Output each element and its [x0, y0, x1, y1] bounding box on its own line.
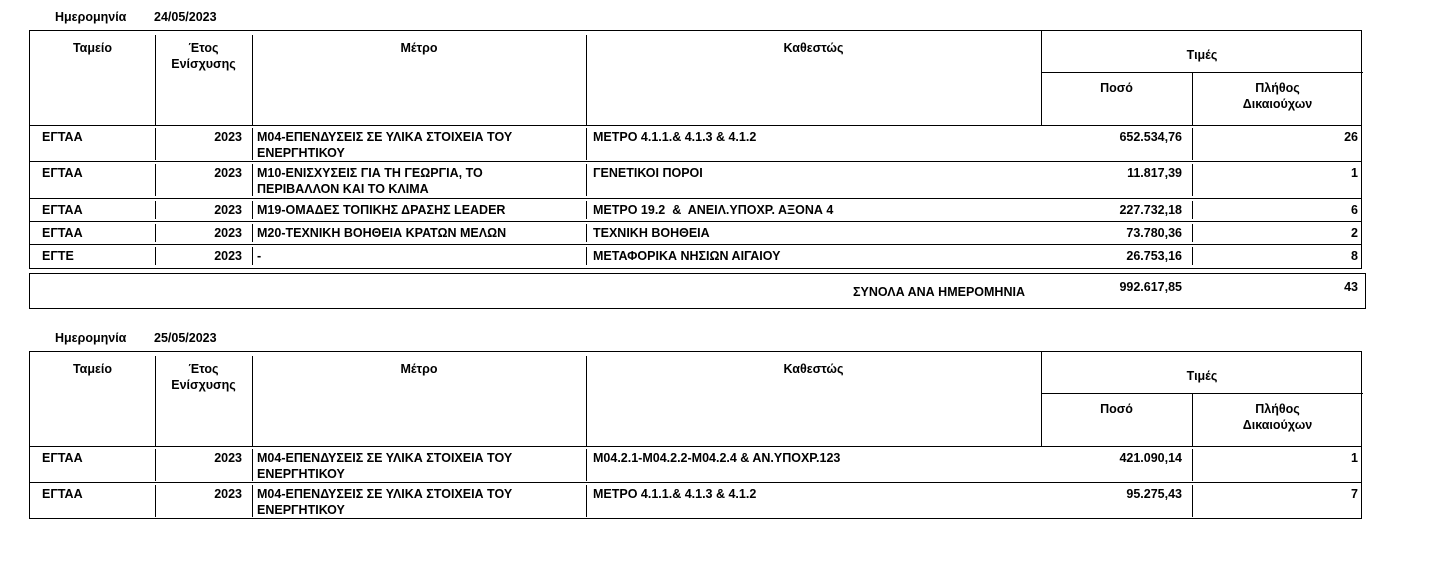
date-value: 24/05/2023 — [154, 10, 217, 24]
status-cell: ΜΕΤΡΟ 19.2 & ΑΝΕΙΛ.ΥΠΟΧΡ. ΑΞΟΝΑ 4 — [593, 203, 834, 217]
year-cell: 2023 — [214, 166, 242, 180]
status-cell: ΜΕΤΡΟ 4.1.1.& 4.1.3 & 4.1.2 — [593, 487, 757, 501]
count-cell: 1 — [1351, 166, 1358, 180]
payments-table-2 — [29, 351, 1362, 519]
status-cell: ΓΕΝΕΤΙΚΟΙ ΠΟΡΟΙ — [593, 166, 703, 180]
amount-cell: 11.817,39 — [1127, 166, 1182, 180]
status-cell: ΤΕΧΝΙΚΗ ΒΟΗΘΕΙΑ — [593, 226, 710, 240]
table-row — [30, 126, 1361, 162]
measure-cell: Μ20-ΤΕΧΝΙΚΗ ΒΟΗΘΕΙΑ ΚΡΑΤΩΝ ΜΕΛΩΝ — [257, 226, 507, 240]
count-cell: 26 — [1344, 130, 1358, 144]
table-row — [30, 162, 1361, 199]
fund-cell: ΕΓΤΕ — [42, 249, 74, 263]
measure-cell: Μ10-ΕΝΙΣΧΥΣΕΙΣ ΓΙΑ ΤΗ ΓΕΩΡΓΙΑ, ΤΟ ΠΕΡΙΒΑΛΛΟΝ ΚΑΙ ΤΟ ΚΛΙΜΑ — [257, 166, 483, 196]
fund-cell: ΕΓΤΑΑ — [42, 203, 83, 217]
header-count: Πλήθος Δικαιούχων — [1242, 81, 1313, 111]
status-cell: Μ04.2.1-Μ04.2.2-Μ04.2.4 & ΑΝ.ΥΠΟΧΡ.123 — [593, 451, 841, 465]
totals-amount: 992.617,85 — [1119, 280, 1182, 294]
year-cell: 2023 — [214, 226, 242, 240]
fund-cell: ΕΓΤΑΑ — [42, 226, 83, 240]
amount-cell: 73.780,36 — [1126, 226, 1182, 240]
fund-cell: ΕΓΤΑΑ — [42, 451, 83, 465]
amount-cell: 227.732,18 — [1119, 203, 1182, 217]
payments-table-1 — [29, 30, 1362, 269]
fund-cell: ΕΓΤΑΑ — [42, 130, 83, 144]
header-values: Τιμές — [1186, 48, 1218, 62]
header-year: Έτος Ενίσχυσης — [171, 362, 236, 392]
date-label: Ημερομηνία — [55, 10, 127, 24]
header-fund: Ταμείο — [72, 41, 113, 55]
date-value: 25/05/2023 — [154, 331, 217, 345]
status-cell: ΜΕΤΑΦΟΡΙΚΑ ΝΗΣΙΩΝ ΑΙΓΑΙΟΥ — [593, 249, 781, 263]
year-cell: 2023 — [214, 203, 242, 217]
amount-cell: 421.090,14 — [1119, 451, 1182, 465]
totals-row — [29, 273, 1366, 309]
fund-cell: ΕΓΤΑΑ — [42, 166, 83, 180]
date-label: Ημερομηνία — [55, 331, 127, 345]
header-measure: Μέτρο — [400, 362, 438, 376]
header-amount: Ποσό — [1100, 81, 1133, 95]
amount-cell: 652.534,76 — [1119, 130, 1182, 144]
count-cell: 2 — [1351, 226, 1358, 240]
table-header — [30, 31, 1361, 126]
header-measure: Μέτρο — [400, 41, 438, 55]
count-cell: 8 — [1351, 249, 1358, 263]
measure-cell: Μ19-ΟΜΑΔΕΣ ΤΟΠΙΚΗΣ ΔΡΑΣΗΣ LEADER — [257, 203, 506, 217]
totals-count: 43 — [1344, 280, 1358, 294]
count-cell: 6 — [1351, 203, 1358, 217]
header-year: Έτος Ενίσχυσης — [171, 41, 236, 71]
header-values: Τιμές — [1186, 369, 1218, 383]
year-cell: 2023 — [214, 487, 242, 501]
table-row — [30, 245, 1361, 268]
fund-cell: ΕΓΤΑΑ — [42, 487, 83, 501]
measure-cell: Μ04-ΕΠΕΝΔΥΣΕΙΣ ΣΕ ΥΛΙΚΑ ΣΤΟΙΧΕΙΑ ΤΟΥ ΕΝΕΡΓΗΤΙΚΟΥ — [257, 130, 513, 160]
table-row — [30, 222, 1361, 245]
year-cell: 2023 — [214, 130, 242, 144]
header-amount: Ποσό — [1100, 402, 1133, 416]
table-row — [30, 447, 1361, 483]
year-cell: 2023 — [214, 451, 242, 465]
amount-cell: 95.275,43 — [1126, 487, 1182, 501]
measure-cell: - — [257, 249, 262, 263]
header-fund: Ταμείο — [72, 362, 113, 376]
measure-cell: Μ04-ΕΠΕΝΔΥΣΕΙΣ ΣΕ ΥΛΙΚΑ ΣΤΟΙΧΕΙΑ ΤΟΥ ΕΝΕΡΓΗΤΙΚΟΥ — [257, 451, 513, 481]
totals-label: ΣΥΝΟΛΑ ΑΝΑ ΗΜΕΡΟΜΗΝΙΑ — [853, 285, 1025, 299]
count-cell: 1 — [1351, 451, 1358, 465]
count-cell: 7 — [1351, 487, 1358, 501]
amount-cell: 26.753,16 — [1126, 249, 1182, 263]
header-status: Καθεστώς — [783, 41, 844, 55]
table-header — [30, 352, 1361, 447]
table-row — [30, 483, 1361, 519]
year-cell: 2023 — [214, 249, 242, 263]
header-count: Πλήθος Δικαιούχων — [1242, 402, 1313, 432]
measure-cell: Μ04-ΕΠΕΝΔΥΣΕΙΣ ΣΕ ΥΛΙΚΑ ΣΤΟΙΧΕΙΑ ΤΟΥ ΕΝΕΡΓΗΤΙΚΟΥ — [257, 487, 513, 517]
header-status: Καθεστώς — [783, 362, 844, 376]
table-row — [30, 199, 1361, 222]
status-cell: ΜΕΤΡΟ 4.1.1.& 4.1.3 & 4.1.2 — [593, 130, 757, 144]
